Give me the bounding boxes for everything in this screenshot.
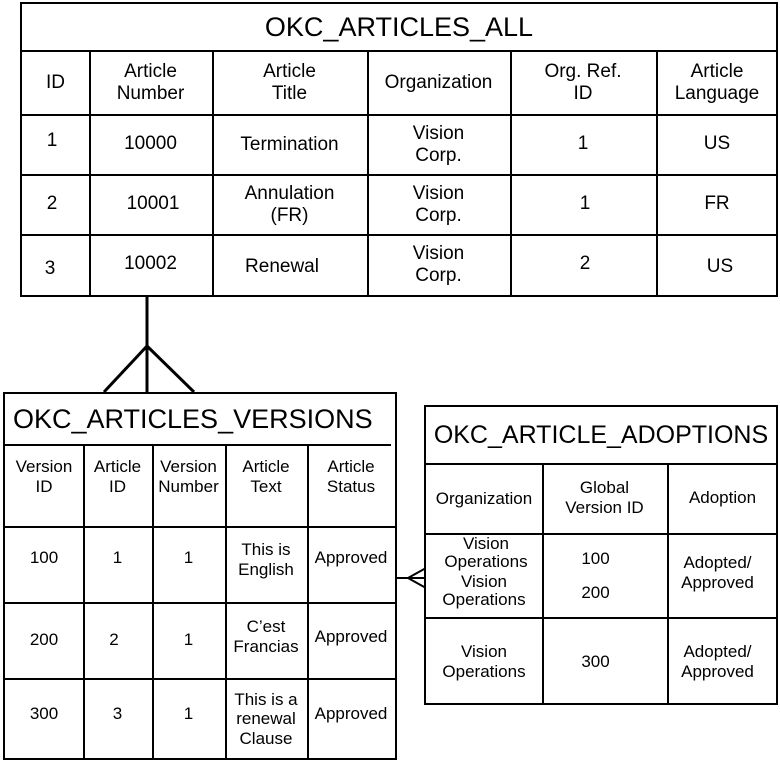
header-article-status: Article Status bbox=[326, 457, 376, 496]
header-adoption: Adoption bbox=[688, 488, 757, 508]
cell-article-id: 2 bbox=[109, 630, 119, 650]
cell-article-status: Approved bbox=[314, 548, 388, 568]
crowfoot-right-prong bbox=[147, 346, 194, 392]
header-org-ref-id: Org. Ref. ID bbox=[544, 61, 622, 104]
cell-organization: Vision Corp. bbox=[412, 243, 465, 286]
cell-organization: Vision Operations bbox=[444, 534, 528, 571]
header-organization: Organization bbox=[384, 72, 493, 94]
header-organization: Organization bbox=[435, 489, 533, 509]
cell-article-id: 1 bbox=[112, 548, 123, 568]
cell-article-title: Termination bbox=[240, 134, 339, 156]
header-global-version-id: Global Version ID bbox=[565, 478, 644, 517]
okc-article-adoptions-table bbox=[424, 405, 778, 705]
cell-global-version-id: 300 bbox=[581, 652, 610, 672]
crowfoot-left-prong bbox=[104, 346, 147, 392]
cell-adoption: Adopted/ Approved bbox=[681, 553, 754, 592]
cell-organization: Vision Corp. bbox=[412, 123, 465, 166]
cell-article-text: C’est Francias bbox=[233, 617, 299, 656]
cell-org-ref-id: 1 bbox=[579, 193, 591, 215]
cell-article-number: 10001 bbox=[126, 193, 180, 215]
okc-articles-versions-table bbox=[3, 392, 397, 760]
cell-version-number: 1 bbox=[183, 630, 194, 650]
cell-article-language: FR bbox=[704, 193, 730, 215]
cell-global-version-id: 200 bbox=[581, 583, 610, 603]
table-title: OKC_ARTICLES_ALL bbox=[264, 11, 534, 42]
table-title: OKC_ARTICLES_VERSIONS bbox=[13, 403, 373, 434]
header-version-number: Version Number bbox=[158, 457, 219, 496]
cell-version-number: 1 bbox=[183, 704, 194, 724]
cell-organization: Vision Operations bbox=[442, 572, 526, 609]
cell-id: 3 bbox=[44, 258, 56, 280]
cell-article-text: This is English bbox=[238, 540, 294, 579]
header-article-language: Article Language bbox=[674, 61, 760, 104]
header-article-number: Article Number bbox=[116, 61, 185, 104]
cell-article-id: 3 bbox=[112, 704, 123, 724]
cell-id: 1 bbox=[46, 130, 58, 152]
header-article-title: Article Title bbox=[263, 61, 316, 104]
cell-article-status: Approved bbox=[314, 627, 388, 647]
cell-article-title: Renewal bbox=[245, 256, 319, 278]
header-article-text: Article Text bbox=[242, 457, 290, 496]
header-id: ID bbox=[46, 72, 65, 94]
cell-article-title: Annulation (FR) bbox=[244, 183, 335, 226]
cell-global-version-id: 100 bbox=[581, 549, 610, 569]
cell-version-id: 200 bbox=[29, 630, 59, 650]
cell-adoption: Adopted/ Approved bbox=[681, 642, 754, 681]
table-title: OKC_ARTICLE_ADOPTIONS bbox=[433, 420, 769, 449]
cell-article-text: This is a renewal Clause bbox=[234, 689, 298, 748]
cell-article-language: US bbox=[706, 256, 734, 278]
okc-articles-all-table bbox=[20, 2, 778, 297]
cell-article-number: 10002 bbox=[124, 253, 177, 275]
cell-article-number: 10000 bbox=[124, 133, 177, 155]
cell-org-ref-id: 1 bbox=[577, 133, 589, 155]
header-article-id: Article ID bbox=[93, 457, 142, 496]
cell-org-ref-id: 2 bbox=[579, 253, 591, 275]
cell-article-language: US bbox=[703, 133, 731, 155]
cell-id: 2 bbox=[46, 193, 58, 215]
cell-version-number: 1 bbox=[183, 548, 194, 568]
cell-organization: Vision Operations bbox=[442, 642, 526, 681]
cell-version-id: 100 bbox=[29, 548, 59, 568]
cell-article-status: Approved bbox=[314, 704, 388, 724]
cell-organization: Vision Corp. bbox=[412, 183, 465, 226]
cell-version-id: 300 bbox=[29, 704, 59, 724]
header-version-id: Version ID bbox=[15, 457, 73, 496]
